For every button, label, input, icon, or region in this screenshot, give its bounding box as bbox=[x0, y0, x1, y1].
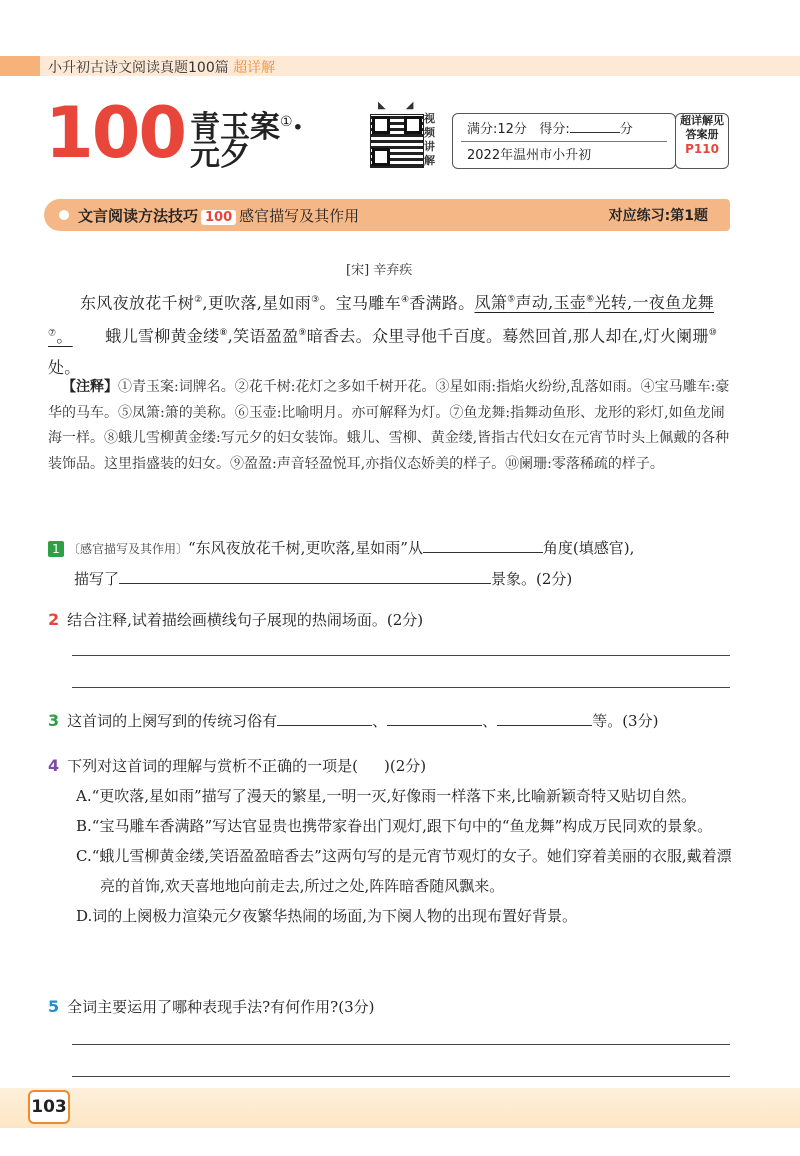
answer-line[interactable] bbox=[72, 1076, 730, 1077]
lesson-number: 100 bbox=[45, 92, 186, 174]
question-3-blank-3[interactable] bbox=[497, 707, 592, 726]
question-3-number: 3 bbox=[48, 711, 60, 730]
question-5-number: 5 bbox=[48, 997, 60, 1016]
poem-title: 青玉案①· bbox=[190, 110, 304, 145]
book-title-accent: 超详解 bbox=[233, 60, 276, 76]
question-1-text-c: 描写了 bbox=[74, 570, 120, 588]
question-3-text-b: 等。(3分) bbox=[592, 712, 659, 730]
answer-line[interactable] bbox=[72, 687, 730, 688]
title-dot: · bbox=[292, 110, 304, 145]
question-3-blank-1[interactable] bbox=[277, 707, 372, 726]
notes-text: ①青玉案:词牌名。②花千树:花灯之多如千树开花。③星如雨:指焰火纷纷,乱落如雨。④宝马雕车:豪华的马车。⑤凤箫:箫的美称。⑥玉壶:比喻明月。亦可解释为灯。⑦鱼龙舞:指舞动鱼形、龙形的彩灯,如鱼龙闹海一样。⑧蛾儿雪柳黄金缕:写元夕的妇女装饰。蛾儿、雪柳、黄金缕,皆指古代妇女在元宵节时头上佩戴的各种装饰品。这里指盛装的妇女。⑨盈盈:声音轻盈悦耳,亦指仪态娇美的样子。⑩阑珊:零落稀疏的样子。 bbox=[48, 379, 730, 472]
answer-ref-line2: 答案册 bbox=[685, 128, 719, 141]
question-1 bbox=[48, 533, 748, 594]
poem-subtitle: 元夕 bbox=[190, 138, 250, 173]
question-3-blank-2[interactable] bbox=[387, 707, 482, 726]
method-banner bbox=[44, 199, 730, 231]
annotations bbox=[48, 375, 738, 477]
question-2-text: 结合注释,试着描绘画横线句子展现的热闹场面。(2分) bbox=[67, 611, 424, 629]
notes-tag: 【注释】 bbox=[62, 379, 118, 395]
underlined-sentence: 凤箫⑤声动,玉壶⑥光转,一夜鱼龙舞⑦。 bbox=[48, 293, 714, 346]
answer-line[interactable] bbox=[72, 1044, 730, 1045]
question-1-blank-1[interactable] bbox=[423, 534, 543, 553]
question-5 bbox=[48, 992, 748, 1022]
question-4-text: 下列对这首词的理解与赏析不正确的一项是( bbox=[67, 757, 358, 775]
score-box bbox=[452, 113, 676, 169]
got-score-label: 得分: bbox=[539, 122, 570, 137]
score-unit: 分 bbox=[619, 122, 633, 137]
question-1-blank-2[interactable] bbox=[119, 565, 491, 584]
question-1-number: 1 bbox=[48, 541, 64, 557]
full-score: 满分:12分 bbox=[467, 122, 527, 137]
answer-ref-line1: 超详解见 bbox=[680, 114, 724, 127]
qr-label: 视频讲解 bbox=[424, 112, 435, 167]
qr-code-icon[interactable] bbox=[370, 114, 424, 168]
question-4-options bbox=[76, 781, 736, 931]
banner-practice: 对应练习:第1题 bbox=[608, 208, 708, 224]
banner-dot-icon bbox=[59, 210, 69, 220]
question-1-text-a: “东风夜放花千树,更吹落,星如雨”从 bbox=[188, 539, 423, 557]
answer-reference bbox=[675, 113, 729, 169]
book-title: 小升初古诗文阅读真题100篇 超详解 bbox=[48, 60, 276, 76]
qr-antenna-icon: ◣◢ bbox=[378, 100, 434, 111]
footer-bar bbox=[0, 1088, 800, 1128]
question-4-answer-slot[interactable] bbox=[358, 753, 384, 771]
answer-line[interactable] bbox=[72, 655, 730, 656]
page-number: 103 bbox=[28, 1090, 70, 1124]
score-blank[interactable] bbox=[570, 120, 620, 133]
question-3-text-a: 这首词的上阕写到的传统习俗有 bbox=[67, 712, 278, 730]
title-note-mark: ① bbox=[280, 114, 293, 130]
banner-title: 文言阅读方法技巧 bbox=[78, 207, 199, 225]
question-2-number: 2 bbox=[48, 610, 60, 629]
question-2 bbox=[48, 605, 748, 635]
banner-number: 100 bbox=[201, 210, 236, 225]
option-a[interactable]: A.“更吹落,星如雨”描写了漫天的繁星,一明一灭,好像雨一样落下来,比喻新颖奇特又贴切自然。 bbox=[76, 787, 697, 805]
option-d[interactable]: D.词的上阕极力渲染元夕夜繁华热闹的场面,为下阕人物的出现布置好背景。 bbox=[76, 907, 578, 925]
question-3: 3 这首词的上阕写到的传统习俗有 、 、 等。(3分) bbox=[48, 706, 748, 736]
option-c[interactable]: C.“蛾儿雪柳黄金缕,笑语盈盈暗香去”这两句写的是元宵节观灯的女子。她们穿着美丽的衣服,戴着漂亮的首饰,欢天喜地地向前走去,所过之处,阵阵暗香随风飘来。 bbox=[76, 847, 732, 895]
banner-topic: 感官描写及其作用 bbox=[239, 207, 360, 225]
question-4-text-end: )(2分) bbox=[384, 757, 427, 775]
option-b[interactable]: B.“宝马雕车香满路”写达官显贵也携带家眷出门观灯,跟下句中的“鱼龙舞”构成万民同欢的景象。 bbox=[76, 817, 713, 835]
question-4 bbox=[48, 751, 748, 781]
poem-author: [宋] 辛弃疾 bbox=[346, 263, 413, 278]
question-1-text-d: 景象。(2分) bbox=[491, 570, 573, 588]
question-5-text: 全词主要运用了哪种表现手法?有何作用?(3分) bbox=[67, 998, 375, 1016]
question-1-text-b: 角度(填感官), bbox=[542, 539, 635, 557]
exam-source: 2022年温州市小升初 bbox=[467, 148, 592, 163]
answer-ref-page: P110 bbox=[685, 142, 719, 156]
question-4-number: 4 bbox=[48, 756, 60, 775]
poem-text: 东风夜放花千树②,更吹落,星如雨③。宝马雕车④香满路。凤箫⑤声动,玉壶⑥光转,一夜鱼龙舞⑦。 蛾儿雪柳黄金缕⑧,笑语盈盈⑨暗香去。众里寻他千百度。蓦然回首,那人却在,灯火阑珊⑩处。 bbox=[48, 293, 718, 377]
question-1-tag: 〔感官描写及其作用〕 bbox=[68, 542, 189, 556]
